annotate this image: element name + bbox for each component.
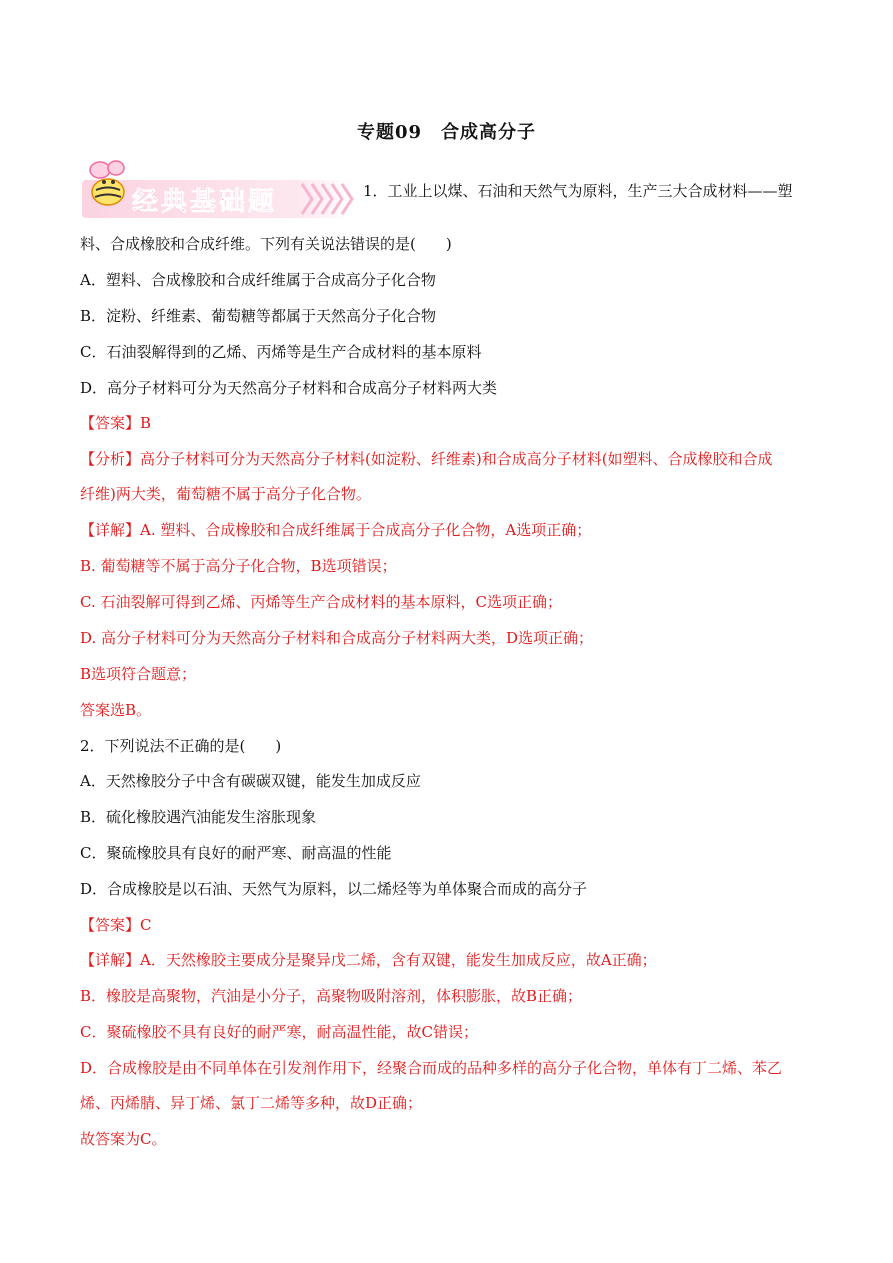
q2-detail-a: 【详解】A．天然橡胶主要成分是聚异戊二烯，含有双键，能发生加成反应，故A正确； (80, 951, 657, 969)
page-title: 专题09 合成高分子 (356, 122, 537, 143)
q1-analysis-line1: 【分析】高分子材料可分为天然高分子材料(如淀粉、纤维素)和合成高分子材料(如塑料、合成橡胶和合成 (80, 450, 773, 468)
q1-stem-line2: 料、合成橡胶和合成纤维。下列有关说法错误的是( ) (80, 235, 452, 253)
q1-option-a: A．塑料、合成橡胶和合成纤维属于合成高分子化合物 (80, 271, 436, 289)
q2-detail-b: B．橡胶是高聚物，汽油是小分子，高聚物吸附溶剂，体积膨胀，故B正确； (80, 987, 583, 1005)
q2-detail-c: C．聚硫橡胶不具有良好的耐严寒，耐高温性能，故C错误； (80, 1023, 478, 1041)
q2-option-d: D．合成橡胶是以石油、天然气为原料，以二烯烃等为单体聚合而成的高分子 (80, 880, 588, 898)
q1-option-b: B．淀粉、纤维素、葡萄糖等都属于天然高分子化合物 (80, 307, 437, 325)
q1-detail-b: B. 葡萄糖等不属于高分子化合物，B选项错误； (80, 557, 397, 575)
q1-option-d: D．高分子材料可分为天然高分子材料和合成高分子材料两大类 (80, 379, 498, 397)
q1-final-answer: 答案选B。 (80, 701, 152, 719)
q1-detail-c: C. 石油裂解可得到乙烯、丙烯等生产合成材料的基本原料，C选项正确； (80, 593, 562, 611)
q1-answer: 【答案】B (80, 414, 152, 432)
q2-final-answer: 故答案为C。 (80, 1130, 167, 1148)
q1-detail-conclusion: B选项符合题意； (80, 665, 197, 683)
q2-option-b: B．硫化橡胶遇汽油能发生溶胀现象 (80, 808, 317, 826)
q1-detail-a: 【详解】A. 塑料、合成橡胶和合成纤维属于合成高分子化合物，A选项正确； (80, 521, 592, 539)
q2-option-a: A．天然橡胶分子中含有碳碳双键，能发生加成反应 (80, 772, 421, 790)
q1-stem-line1: 1．工业上以煤、石油和天然气为原料，生产三大合成材料——塑 (363, 182, 793, 200)
q1-option-c: C．石油裂解得到的乙烯、丙烯等是生产合成材料的基本原料 (80, 343, 482, 361)
banner-text: 经典基础题 (132, 187, 278, 217)
q2-option-c: C．聚硫橡胶具有良好的耐严寒、耐高温的性能 (80, 844, 392, 862)
q1-detail-d: D. 高分子材料可分为天然高分子材料和合成高分子材料两大类，D选项正确； (80, 629, 594, 647)
section-banner (80, 158, 365, 224)
q1-analysis-line2: 纤维)两大类，葡萄糖不属于高分子化合物。 (80, 485, 371, 503)
q2-detail-d-line2: 烯、丙烯腈、异丁烯、氯丁二烯等多种，故D正确； (80, 1094, 423, 1112)
q2-answer: 【答案】C (80, 916, 152, 934)
q2-stem: 2．下列说法不正确的是( ) (80, 737, 282, 755)
q2-detail-d-line1: D．合成橡胶是由不同单体在引发剂作用下，经聚合而成的品种多样的高分子化合物，单体有丁二烯、苯乙 (80, 1059, 783, 1077)
